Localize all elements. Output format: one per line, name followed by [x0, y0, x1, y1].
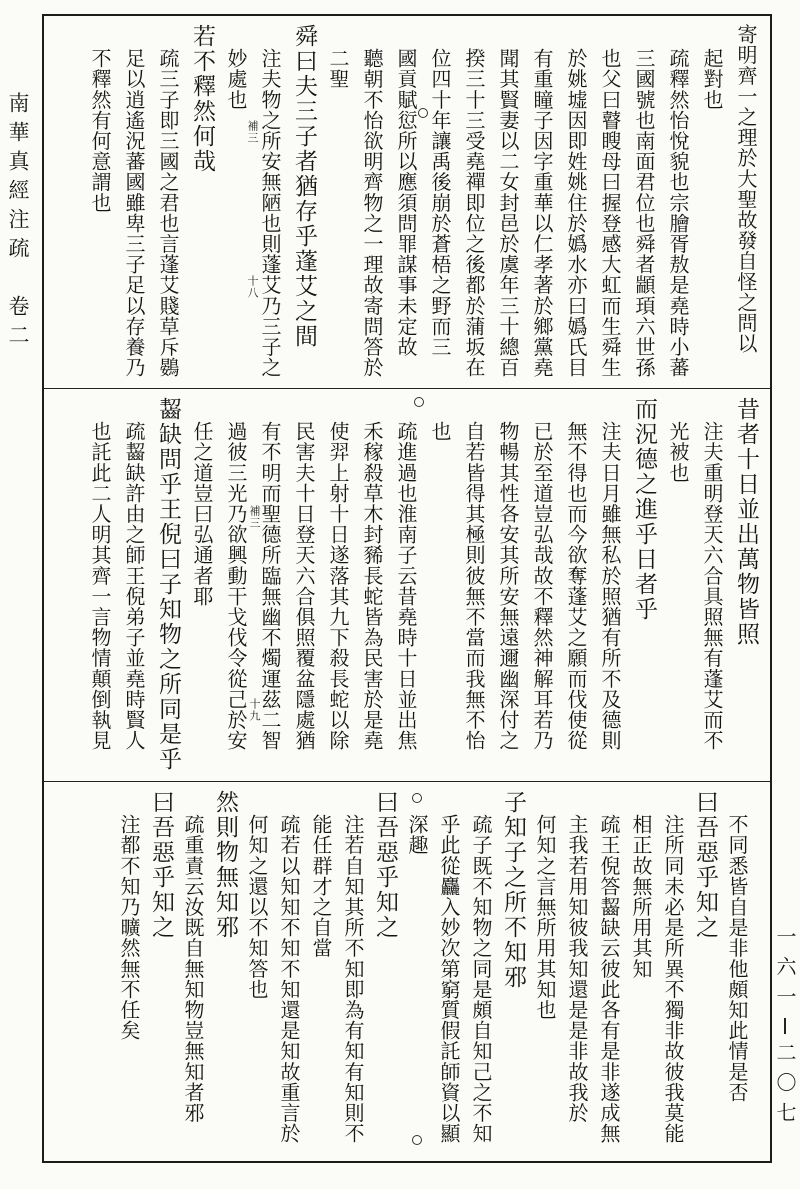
commentary-column: 三國號也南面君位也舜者顓頊六世孫: [632, 48, 656, 378]
scripture-column: 舜曰夫三子者猶存乎蓬艾之間: [291, 24, 317, 349]
commentary-column: 疏子既不知物之同是頗自知己之不知: [469, 814, 493, 1144]
commentary-column: 也託此二人明其齊一言物情顛倒執見: [88, 421, 112, 751]
collation-note: 補三: [246, 120, 259, 144]
commentary-column: 注若自知其所不知即為有知有知則不: [341, 814, 365, 1144]
register-top: [44, 16, 770, 388]
commentary-column: 疏王倪答齧缺云彼此各有是非遂成無: [597, 814, 621, 1144]
collation-note: 十九: [248, 698, 261, 722]
commentary-column: 聽朝不怡欲明齊物之一理故寄問答於: [360, 48, 384, 378]
commentary-column: 有不明而聖德所臨無幽不燭運茲二智: [258, 421, 282, 751]
commentary-column: 注都不知乃曠然無不任矣: [117, 814, 141, 1041]
commentary-column: 妙處也: [224, 48, 248, 110]
page-number-upper: 一六一: [773, 926, 797, 1016]
margin-book-title: 南華真經注疏 卷二: [6, 92, 30, 353]
circle-mark: [412, 793, 422, 803]
scripture-column: 若不釋然何哉: [189, 24, 215, 174]
margin-page-number: [773, 926, 797, 1132]
page-number-lower: 二〇七: [773, 1042, 797, 1132]
circle-mark: [412, 1135, 422, 1145]
commentary-column: 揆三十三受堯禪即位之後都於蒲坂在: [462, 48, 486, 378]
scripture-column: 曰吾惡乎知之: [692, 790, 718, 940]
circle-mark: [418, 108, 428, 118]
column-group: [44, 782, 770, 1161]
commentary-column: 二聖: [326, 48, 350, 90]
commentary-column: 起對也: [700, 48, 724, 110]
commentary-column: 使羿上射十日遂落其九下殺長蛇以除: [326, 421, 350, 751]
commentary-column: 何知之還以不知答也: [245, 814, 269, 1000]
commentary-column: 有重瞳子因字重華以仁孝著於鄉黨堯: [530, 48, 554, 378]
register-middle: [44, 388, 770, 781]
commentary-column: 注所同未必是所異不獨非故彼我莫能: [661, 814, 685, 1144]
commentary-column: 乎此從麤入妙次第窮質假託師資以顯: [437, 814, 461, 1144]
scripture-column: 曰吾惡乎知之: [372, 790, 398, 940]
page-frame: [42, 14, 772, 1163]
commentary-column: 足以逍遙況蕃國雖卑三子足以存養乃: [122, 48, 146, 378]
commentary-column: 注夫物之所安無陋也則蓬艾乃三子之: [258, 48, 282, 378]
commentary-column: 已於至道豈弘哉故不釋然神解耳若乃: [530, 421, 554, 751]
scripture-column: 子知子之所不知邪: [500, 790, 526, 990]
scripture-column: 然則物無知邪: [212, 790, 238, 940]
commentary-column: 疏若以知知不知不知還是知故重言於: [277, 814, 301, 1144]
commentary-column: 過彼三光乃欲興動干戈伐令從己於安: [224, 421, 248, 751]
scripture-column: 昔者十日並出萬物皆照: [733, 397, 759, 647]
commentary-column: 主我若用知彼我知還是是非故我於: [565, 814, 589, 1123]
commentary-column: 於姚墟因即姓姚住於嬀水亦曰嬀氏目: [564, 48, 588, 378]
scripture-column: 曰吾惡乎知之: [148, 790, 174, 940]
collation-note: 補三: [248, 505, 261, 529]
commentary-column: 禾稼殺草木封豨長蛇皆為民害於是堯: [360, 421, 384, 751]
commentary-column: 不釋然有何意謂也: [88, 48, 112, 213]
commentary-column: 疏齧缺許由之師王倪弟子並堯時賢人: [122, 421, 146, 751]
commentary-column: 任之道豈曰弘通者耶: [190, 421, 214, 607]
commentary-column: 自若皆得其極則彼無不當而我無不怡: [462, 421, 486, 751]
commentary-column: 能任群才之自當: [309, 814, 333, 959]
commentary-column: 也: [428, 421, 452, 442]
commentary-column: 民害夫十日登天六合俱照覆盆隱處猶: [292, 421, 316, 751]
commentary-column: 疏進過也淮南子云昔堯時十日並出焦: [394, 421, 418, 751]
commentary-column: 疏重責云汝既自無知物豈無知者邪: [181, 814, 205, 1123]
collation-note: 十八: [246, 275, 259, 299]
column-group: [44, 16, 770, 388]
page-number-separator: [784, 1018, 786, 1034]
commentary-column: 物暢其性各安其所安無遠邇幽深付之: [496, 421, 520, 751]
commentary-column: 無不得也而今欲奪蓬艾之願而伐使從: [564, 421, 588, 751]
commentary-column: 疏三子即三國之君也言蓬艾賤草斥鷃: [156, 48, 180, 378]
commentary-column: 寄明齊一之理於大聖故發自怪之問以: [734, 24, 758, 354]
commentary-column: 聞其賢妻以二女封邑於虞年三十總百: [496, 48, 520, 378]
commentary-column: 國貢賦愆所以應須問罪謀事未定故: [394, 48, 418, 357]
commentary-column: 光被也: [666, 421, 690, 483]
commentary-column: 注夫日月雖無私於照猶有所不及德則: [598, 421, 622, 751]
commentary-column: 位四十年讓禹後崩於蒼梧之野而三: [428, 48, 452, 357]
commentary-column: 不同悉皆自是非他頗知此情是否: [725, 814, 749, 1103]
scripture-column: 齧缺問乎王倪曰子知物之所同是乎: [155, 397, 181, 772]
commentary-column: 注夫重明登天六合具照無有蓬艾而不: [700, 421, 724, 751]
circle-mark: [414, 397, 424, 407]
commentary-column: 何知之言無所用其知也: [533, 814, 557, 1020]
commentary-column: 深趣: [405, 814, 429, 856]
column-group: [44, 389, 770, 781]
commentary-column: 也父曰瞽瞍母曰握登感大虹而生舜生: [598, 48, 622, 378]
scripture-column: 而況德之進乎日者乎: [631, 397, 657, 622]
commentary-column: 疏釋然怡悅貌也宗膾胥敖是堯時小蕃: [666, 48, 690, 378]
commentary-column: 相正故無所用其知: [629, 814, 653, 979]
register-bottom: [44, 781, 770, 1161]
